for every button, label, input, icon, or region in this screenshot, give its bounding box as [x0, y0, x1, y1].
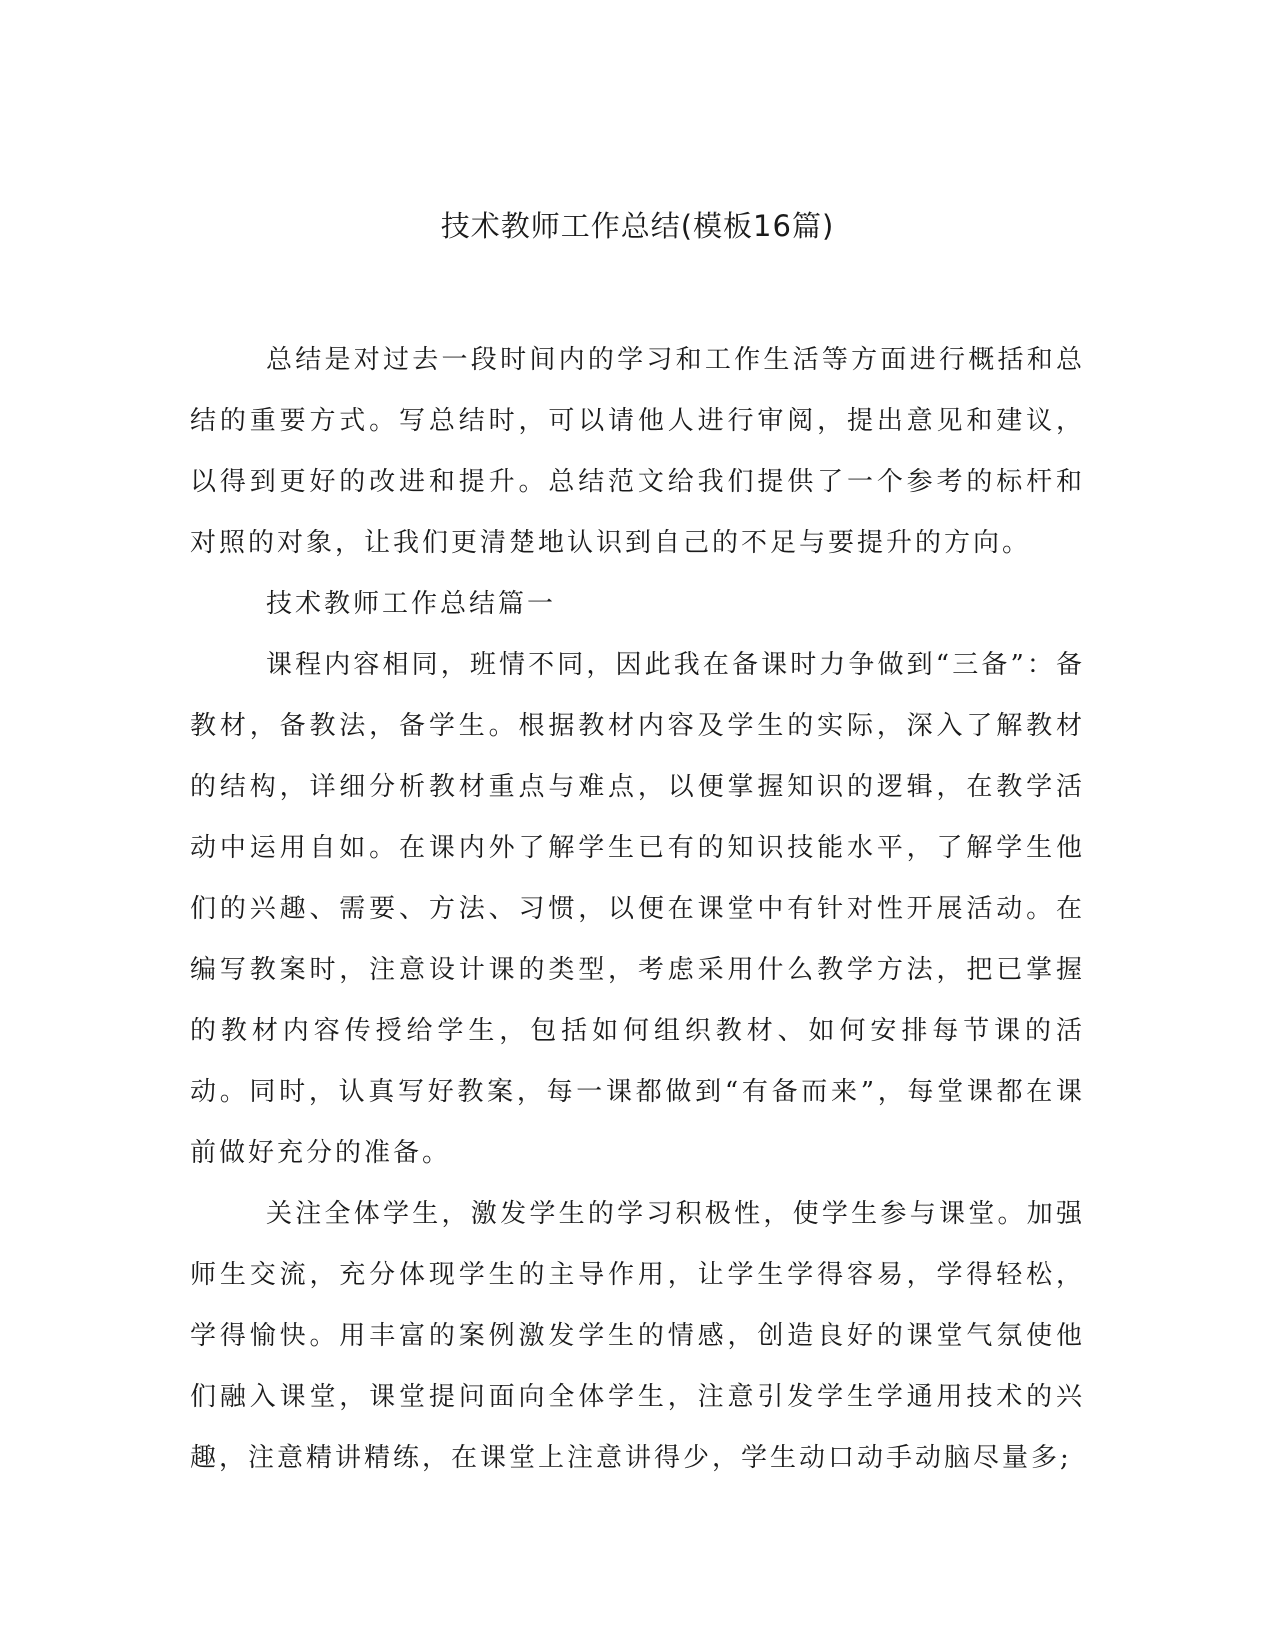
section-heading-1: 技术教师工作总结篇一: [266, 589, 557, 619]
intro-paragraph: 总结是对过去一段时间内的学习和工作生活等方面进行概括和总结的重要方式。写总结时，可以请他人进行审阅，提出意见和建议，以得到更好的改进和提升。总结范文给我们提供了一个参考的标杆和对照的对象，让我们更清楚地认识到自己的不足与要提升的方向。: [190, 345, 1085, 558]
document-body: [190, 330, 1085, 1489]
document-title: 技术教师工作总结(模板16篇): [440, 209, 835, 243]
body-paragraph: 关注全体学生，激发学生的学习积极性，使学生参与课堂。加强师生交流，充分体现学生的主导作用，让学生学得容易，学得轻松，学得愉快。用丰富的案例激发学生的情感，创造良好的课堂气氛使他们融入课堂，课堂提问面向全体学生，注意引发学生学通用技术的兴趣，注意精讲精练，在课堂上注意讲得少，学生动口动手动脑尽量多;: [190, 1199, 1085, 1473]
body-paragraph: 课程内容相同，班情不同，因此我在备课时力争做到“三备”：备教材，备教法，备学生。根据教材内容及学生的实际，深入了解教材的结构，详细分析教材重点与难点，以便掌握知识的逻辑，在教学活动中运用自如。在课内外了解学生已有的知识技能水平，了解学生他们的兴趣、需要、方法、习惯，以便在课堂中有针对性开展活动。在编写教案时，注意设计课的类型，考虑采用什么教学方法，把已掌握的教材内容传授给学生，包括如何组织教材、如何安排每节课的活动。同时，认真写好教案，每一课都做到“有备而来”，每堂课都在课前做好充分的准备。: [190, 650, 1085, 1168]
